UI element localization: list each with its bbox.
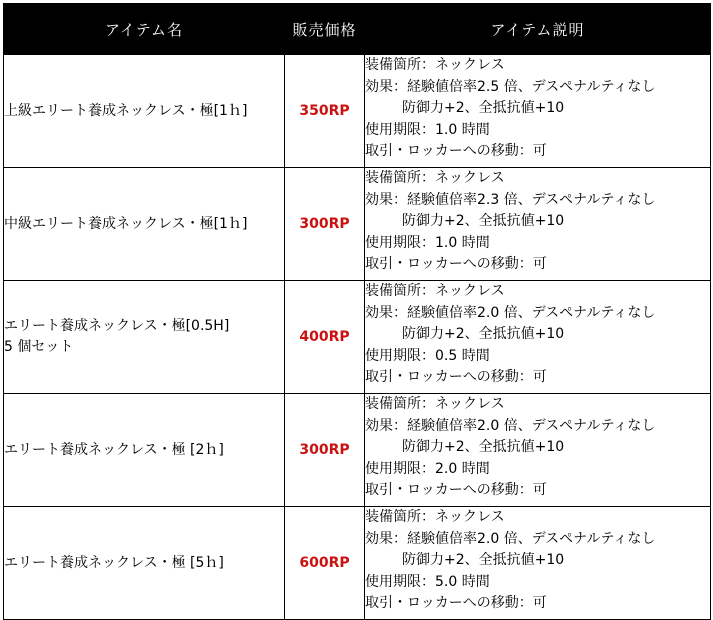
description-line: 使用期限：1.0 時間 — [365, 121, 490, 138]
description-line: 防御力+2、全抵抗値+10 — [402, 326, 565, 342]
description-line: 取引・ロッカーへの移動：可 — [365, 143, 547, 159]
table-row — [4, 168, 711, 281]
item-price: 350RP — [285, 55, 365, 168]
item-name-line: 5 個セット — [4, 339, 74, 355]
description-line: 使用期限：0.5 時間 — [365, 347, 490, 364]
item-description-cell — [365, 55, 711, 168]
item-name-line: エリート養成ネックレス・極 [2ｈ] — [4, 441, 224, 458]
description-line: 装備箇所：ネックレス — [365, 396, 505, 412]
table-row — [4, 394, 711, 507]
description-line: 防御力+2、全抵抗値+10 — [402, 100, 565, 116]
description-line: 装備箇所：ネックレス — [365, 509, 505, 525]
item-name-cell — [4, 168, 285, 281]
description-line: 効果：経験値倍率2.0 倍、デスペナルティなし — [365, 530, 656, 547]
item-price: 300RP — [285, 168, 365, 281]
description-line: 防御力+2、全抵抗値+10 — [402, 439, 565, 455]
description-line: 装備箇所：ネックレス — [365, 170, 505, 186]
item-description-cell — [365, 281, 711, 394]
item-name-cell — [4, 507, 285, 620]
header-row — [4, 4, 711, 55]
description-line: 取引・ロッカーへの移動：可 — [365, 595, 547, 611]
header-sale-price: 販売価格 — [285, 4, 365, 55]
description-line: 効果：経験値倍率2.0 倍、デスペナルティなし — [365, 304, 656, 321]
item-name-line: 上級エリート養成ネックレス・極[1ｈ] — [4, 102, 248, 119]
item-description-cell — [365, 168, 711, 281]
item-name-cell — [4, 281, 285, 394]
item-name-line: エリート養成ネックレス・極 [5ｈ] — [4, 554, 224, 571]
item-name-cell — [4, 394, 285, 507]
item-price: 600RP — [285, 507, 365, 620]
description-line: 効果：経験値倍率2.5 倍、デスペナルティなし — [365, 78, 656, 95]
description-line: 装備箇所：ネックレス — [365, 57, 505, 73]
item-price: 400RP — [285, 281, 365, 394]
table-row — [4, 507, 711, 620]
item-description-cell — [365, 394, 711, 507]
description-line: 防御力+2、全抵抗値+10 — [402, 552, 565, 568]
item-name-line: エリート養成ネックレス・極[0.5H] — [4, 318, 230, 334]
item-name-line: 中級エリート養成ネックレス・極[1ｈ] — [4, 215, 248, 232]
description-line: 使用期限：1.0 時間 — [365, 234, 490, 251]
item-table — [3, 3, 711, 620]
description-line: 使用期限：5.0 時間 — [365, 573, 490, 590]
header-item-name: アイテム名 — [4, 4, 285, 55]
description-line: 効果：経験値倍率2.0 倍、デスペナルティなし — [365, 417, 656, 434]
table-row — [4, 55, 711, 168]
description-line: 取引・ロッカーへの移動：可 — [365, 482, 547, 498]
item-name-cell — [4, 55, 285, 168]
header-item-description: アイテム説明 — [365, 4, 711, 55]
description-line: 取引・ロッカーへの移動：可 — [365, 256, 547, 272]
description-line: 使用期限：2.0 時間 — [365, 460, 490, 477]
table-row — [4, 281, 711, 394]
description-line: 取引・ロッカーへの移動：可 — [365, 369, 547, 385]
description-line: 防御力+2、全抵抗値+10 — [402, 213, 565, 229]
description-line: 装備箇所：ネックレス — [365, 283, 505, 299]
item-price: 300RP — [285, 394, 365, 507]
description-line: 効果：経験値倍率2.3 倍、デスペナルティなし — [365, 191, 656, 208]
item-description-cell — [365, 507, 711, 620]
